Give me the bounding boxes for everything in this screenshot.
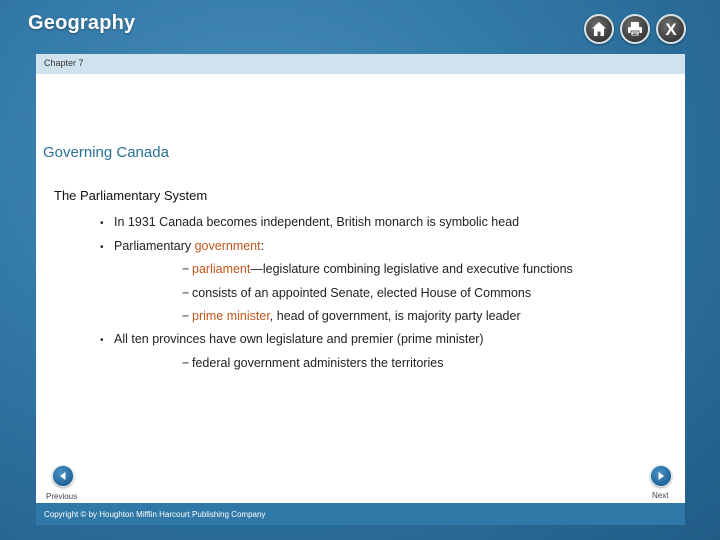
chapter-bar: [36, 54, 685, 74]
sub-text: federal government administers the territories: [192, 356, 444, 370]
close-button[interactable]: [656, 14, 686, 44]
sub-text: , head of government, is majority party leader: [269, 309, 521, 323]
sub-item-3: [182, 309, 521, 323]
bullet-item-2: [100, 239, 264, 253]
previous-button[interactable]: [52, 465, 74, 487]
sub-item-2: [182, 286, 531, 300]
previous-label[interactable]: Previous: [46, 492, 78, 501]
term-government: government: [194, 239, 261, 253]
slide-content: [36, 74, 685, 503]
bullet-text-pre: Parliamentary: [114, 239, 195, 253]
app-title: Geography: [28, 12, 136, 34]
sub-item-1: [182, 262, 573, 276]
footer-bar: [36, 503, 685, 525]
sub-item-4: [182, 356, 444, 370]
bullet-item-1: [100, 215, 519, 229]
home-icon: [590, 20, 608, 38]
sub-text: —legislature combining legislative and executive functions: [250, 262, 573, 276]
dash-icon: −: [182, 356, 190, 370]
printer-icon: [626, 20, 644, 38]
bullet-text-post: :: [260, 239, 265, 253]
toolbar: [584, 14, 686, 44]
copyright-text: Copyright © by Houghton Mifflin Harcourt Publishing Company: [44, 510, 266, 519]
bullet-text: In 1931 Canada becomes independent, British monarch is symbolic head: [114, 215, 520, 229]
next-button[interactable]: [650, 465, 672, 487]
dash-icon: −: [182, 286, 190, 300]
bullet-icon: •: [100, 335, 104, 346]
bullet-icon: •: [100, 218, 104, 229]
dash-icon: −: [182, 309, 190, 323]
print-button[interactable]: [620, 14, 650, 44]
dash-icon: −: [182, 262, 190, 276]
section-title: Governing Canada: [43, 144, 169, 161]
term-parliament: parliament: [192, 262, 251, 276]
sub-text: consists of an appointed Senate, elected House of Commons: [192, 286, 532, 300]
bullet-text: All ten provinces have own legislature and premier (prime minister): [114, 332, 484, 346]
arrow-left-icon: [58, 471, 68, 481]
home-button[interactable]: [584, 14, 614, 44]
subheading: The Parliamentary System: [54, 188, 208, 203]
close-icon: X: [665, 19, 677, 39]
bullet-icon: •: [100, 242, 104, 253]
term-prime-minister: prime minister: [192, 309, 270, 323]
chapter-label: Chapter 7: [44, 58, 84, 68]
bullet-item-3: [100, 332, 484, 346]
arrow-right-icon: [656, 471, 666, 481]
next-label[interactable]: Next: [652, 491, 669, 500]
